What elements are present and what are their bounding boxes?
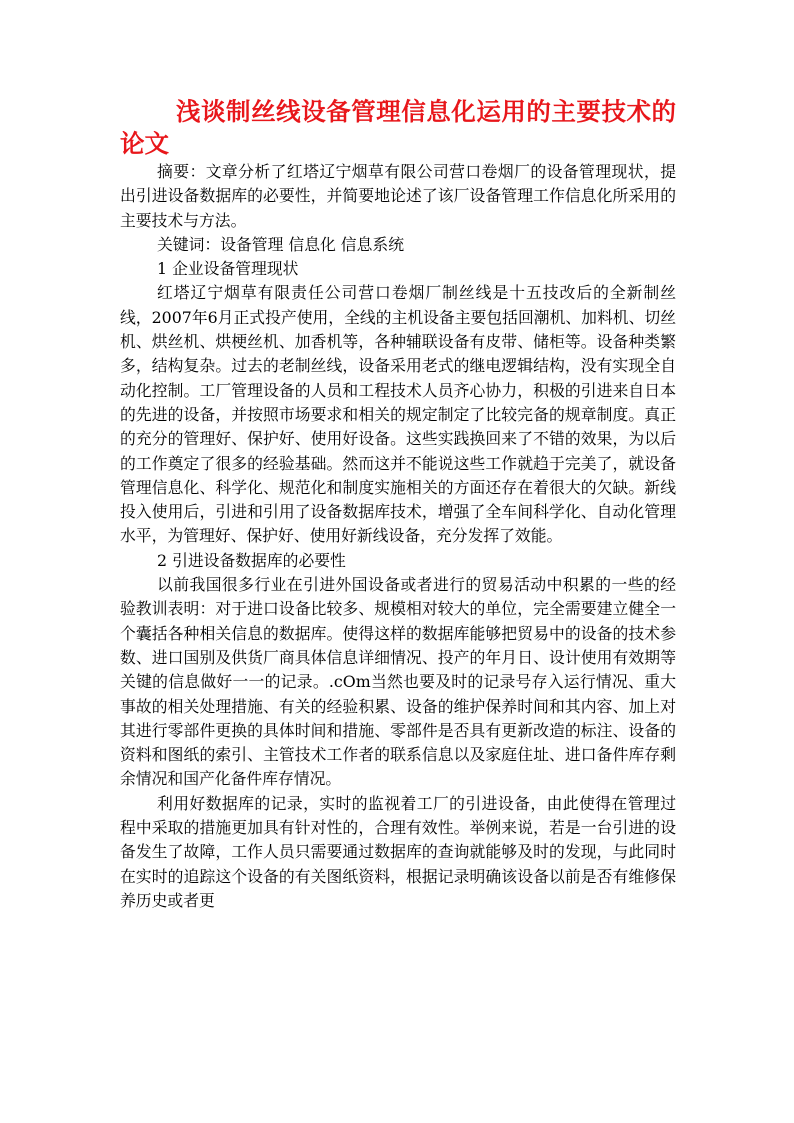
section-heading-2: 2 引进设备数据库的必要性 xyxy=(157,550,346,570)
section-heading-1: 1 企业设备管理现状 xyxy=(157,259,299,279)
abstract-paragraph: 摘要：文章分析了红塔辽宁烟草有限公司营口卷烟厂的设备管理现状，提出引进设备数据库的必要性，并简要地论述了该厂设备管理工作信息化所采用的主要技术与方法。 xyxy=(120,162,676,230)
document-page xyxy=(120,96,676,913)
keywords-paragraph: 关键词：设备管理 信息化 信息系统 xyxy=(157,234,404,254)
body-paragraph: 红塔辽宁烟草有限责任公司营口卷烟厂制丝线是十五技改后的全新制丝线，2007年6月正式投产使用，全线的主机设备主要包括回潮机、加料机、切丝机、烘丝机、烘梗丝机、加香机等，各种辅联设备有皮带、储柜等。设备种类繁多，结构复杂。过去的老制丝线，设备采用老式的继电逻辑结构，没有实现全自动化控制。工厂管理设备的人员和工程技术人员齐心协力，积极的引进来自日本的先进的设备，并按照市场要求和相关的规定制定了比较完备的规章制度。真正的充分的管理好、保护好、使用好设备。这些实践换回来了不错的效果，为以后的工作奠定了很多的经验基础。然而这并不能说这些工作就趋于完美了，就设备管理信息化、科学化、规范化和制度实施相关的方面还存在着很大的欠缺。新线投入使用后，引进和引用了设备数据库技术，增强了全车间科学化、自动化管理水平，为管理好、保护好、使用好新线设备，充分发挥了效能。 xyxy=(120,283,676,546)
document-title: 浅谈制丝线设备管理信息化运用的主要技术的论文 xyxy=(120,97,676,158)
document-body xyxy=(120,160,676,913)
body-paragraph: 以前我国很多行业在引进外国设备或者进行的贸易活动中积累的一些的经验教训表明：对于进口设备比较多、规模相对较大的单位，完全需要建立健全一个囊括各种相关信息的数据库。使得这样的数据库能够把贸易中的设备的技术参数、进口国别及供货厂商具体信息详细情况、投产的年月日、设计使用有效期等关键的信息做好一一的记录。.cOm当然也要及时的记录号存入运行情况、重大事故的相关处理措施、有关的经验积累、设备的维护保养时间和其内容、加上对其进行零部件更换的具体时间和措施、零部件是否具有更新改造的标注、设备的资料和图纸的索引、主管技术工作者的联系信息以及家庭住址、进口备件库存剩余情况和国产化备件库存情况。 xyxy=(120,575,676,789)
body-paragraph: 利用好数据库的记录，实时的监视着工厂的引进设备，由此使得在管理过程中采取的措施更加具有针对性的，合理有效性。举例来说，若是一台引进的设备发生了故障，工作人员只需要通过数据库的查询就能够及时的发现，与此同时在实时的追踪这个设备的有关图纸资料，根据记录明确该设备以前是否有维修保养历史或者更 xyxy=(120,793,676,910)
